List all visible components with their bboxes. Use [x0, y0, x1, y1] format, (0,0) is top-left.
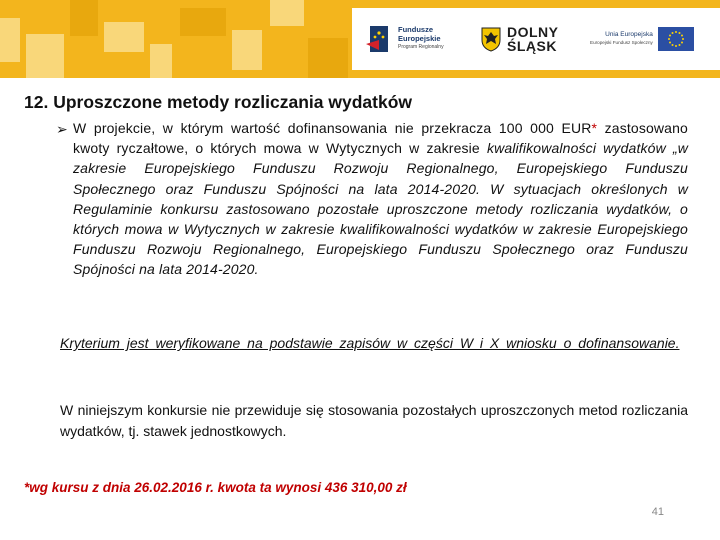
- fundusze-line1: Fundusze: [398, 25, 433, 35]
- footnote-star: *: [591, 120, 598, 136]
- arrow-bullet-icon: ➢: [56, 121, 68, 137]
- fundusze-europejskie-icon: [364, 24, 394, 54]
- decor-block: [308, 38, 348, 78]
- decor-block: [232, 30, 262, 70]
- decor-block: [180, 8, 226, 36]
- decor-block: [70, 0, 98, 36]
- dolny-slask-line1: DOLNY: [507, 24, 559, 40]
- fundusze-line3: Program Regionalny: [398, 44, 444, 51]
- fundusze-europejskie-logo: [364, 8, 444, 70]
- bullet-text-part3: kwalifikowalności wydatków „w zakresie Europejskiego Funduszu Rozwoju Regionalnego, Europejskiego Funduszu Społecznego oraz Funduszu Spójności na lata 2014-2020. W sytuacjach określonych w Regulaminie konkursu zastosowano pozostałe uproszczone metody rozliczania wydatków, o których mowa w Wytycznych w zakresie kwalifikowalności wydatków w zakresie Europejskiego Funduszu Rozwoju Regionalnego, Europejskiego Funduszu Społecznego oraz Funduszu Spójności na lata 2014-2020.: [73, 140, 688, 278]
- eu-flag-icon: [658, 27, 694, 51]
- bullet-text-part1: W projekcie, w którym wartość dofinansowania nie przekracza 100 000 EUR: [73, 120, 592, 136]
- criterion-text: Kryterium jest weryfikowane na podstawie zapisów w części W i X wniosku o dofinansowanie.: [60, 335, 680, 351]
- header-band: [0, 0, 720, 78]
- dolny-slask-logo: [480, 8, 559, 70]
- decor-block: [0, 18, 20, 62]
- decor-block: [26, 34, 64, 78]
- bullet-text: [73, 118, 688, 280]
- slide-title: 12. Uproszczone metody rozliczania wydatków: [24, 92, 413, 112]
- ue-line1: Unia Europejska: [605, 31, 653, 38]
- note-text: W niniejszym konkursie nie przewiduje się stosowania pozostałych uproszczonych metod rozliczania wydatków, tj. stawek jednostkowych.: [60, 402, 688, 439]
- decor-block: [270, 0, 304, 26]
- decor-block: [104, 22, 144, 52]
- dolny-slask-line2: ŚLĄSK: [507, 38, 557, 54]
- bullet-text-part2: zastosowano kwoty ryczałtowe, o których mowa w Wytycznych w zakresie: [73, 120, 688, 157]
- footnote: *wg kursu z dnia 26.02.2016 r. kwota ta wynosi 436 310,00 zł: [24, 480, 407, 495]
- page-number: 41: [651, 506, 664, 518]
- logo-strip: [352, 8, 720, 70]
- bullet-item: [56, 118, 688, 280]
- decor-block: [150, 44, 172, 78]
- ue-line2: Europejski Fundusz Społeczny: [590, 40, 653, 45]
- eagle-crest-icon: [480, 26, 502, 52]
- fundusze-line2: Europejskie: [398, 33, 441, 43]
- unia-europejska-logo: [590, 8, 694, 70]
